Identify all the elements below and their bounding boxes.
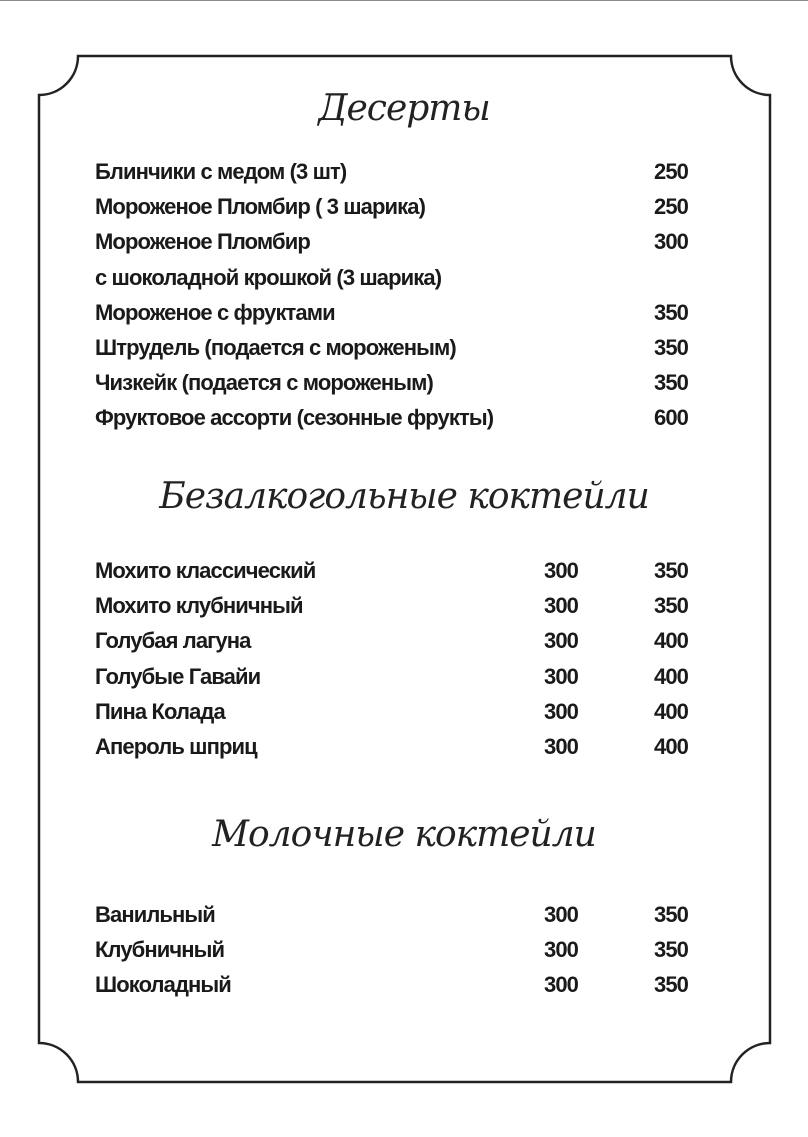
menu-item-row	[95, 697, 695, 727]
menu-item-price-large: 400	[653, 698, 688, 724]
menu-item-price-small: 300	[543, 902, 578, 927]
section-title-milkshakes: Молочные коктейли	[212, 814, 596, 855]
menu-item-row	[95, 333, 695, 363]
menu-item-row	[95, 263, 695, 293]
menu-item-row	[95, 298, 695, 328]
menu-item-row	[95, 662, 695, 692]
menu-item-price-large: 400	[653, 663, 688, 689]
menu-item-name: Мохито классический	[95, 558, 316, 583]
menu-item-price-large: 400	[653, 734, 688, 759]
menu-item-name: Голубые Гавайи	[95, 663, 261, 689]
menu-item-name: Ванильный	[95, 902, 215, 927]
menu-item-name: Шоколадный	[95, 972, 231, 998]
menu-item-price-large: 350	[653, 937, 688, 963]
menu-item-name: Чизкейк (подается с мороженым)	[95, 370, 433, 396]
menu-item-price-small: 300	[543, 698, 578, 724]
section-title-soft-cocktails: Безалкогольные коктейли	[159, 476, 649, 517]
menu-item-price-large: 350	[653, 558, 688, 583]
menu-item-name: Штрудель (подается с мороженым)	[95, 335, 456, 360]
menu-item-price: 600	[653, 405, 688, 431]
menu-item-row	[95, 900, 695, 930]
menu-item-price: 250	[653, 194, 688, 220]
menu-item-row	[95, 935, 695, 965]
section-title-desserts: Десерты	[318, 88, 490, 129]
menu-item-row	[95, 626, 695, 656]
menu-item-price-large: 400	[653, 628, 688, 654]
menu-item-name: Мороженое с фруктами	[95, 299, 335, 325]
menu-item-row	[95, 403, 695, 433]
menu-item-price-small: 300	[543, 734, 578, 759]
menu-item-row	[95, 732, 695, 762]
menu-item-name: Апероль шприц	[95, 734, 257, 759]
menu-item-price-small: 300	[543, 663, 578, 689]
menu-item-price-small: 300	[543, 558, 578, 583]
menu-item-price-small: 300	[543, 972, 578, 998]
menu-item-row	[95, 192, 695, 222]
menu-item-name: с шоколадной крошкой (3 шарика)	[95, 264, 442, 290]
menu-item-name: Блинчики с медом (3 шт)	[95, 159, 347, 184]
menu-item-price: 250	[653, 159, 688, 184]
menu-item-name: Фруктовое ассорти (сезонные фрукты)	[95, 405, 494, 431]
menu-item-price-small: 300	[543, 937, 578, 963]
menu-item-row	[95, 227, 695, 257]
menu-item-price: 350	[653, 335, 688, 360]
menu-item-name: Голубая лагуна	[95, 628, 251, 654]
menu-item-row	[95, 970, 695, 1000]
menu-item-price-large: 350	[653, 593, 688, 619]
menu-item-price-large: 350	[653, 902, 688, 927]
menu-item-price: 300	[653, 229, 688, 255]
menu-item-row	[95, 591, 695, 621]
menu-item-name: Пина Колада	[95, 698, 225, 724]
menu-item-price: 350	[653, 299, 688, 325]
menu-item-name: Мороженое Пломбир ( 3 шарика)	[95, 194, 426, 220]
menu-item-row	[95, 157, 695, 187]
menu-item-price: 350	[653, 370, 688, 396]
menu-item-name: Мохито клубничный	[95, 593, 303, 619]
menu-item-price-large: 350	[653, 972, 688, 998]
menu-item-row	[95, 368, 695, 398]
menu-item-row	[95, 556, 695, 586]
menu-item-price-small: 300	[543, 628, 578, 654]
menu-item-name: Клубничный	[95, 937, 225, 963]
menu-item-price-small: 300	[543, 593, 578, 619]
menu-item-name: Мороженое Пломбир	[95, 229, 310, 255]
